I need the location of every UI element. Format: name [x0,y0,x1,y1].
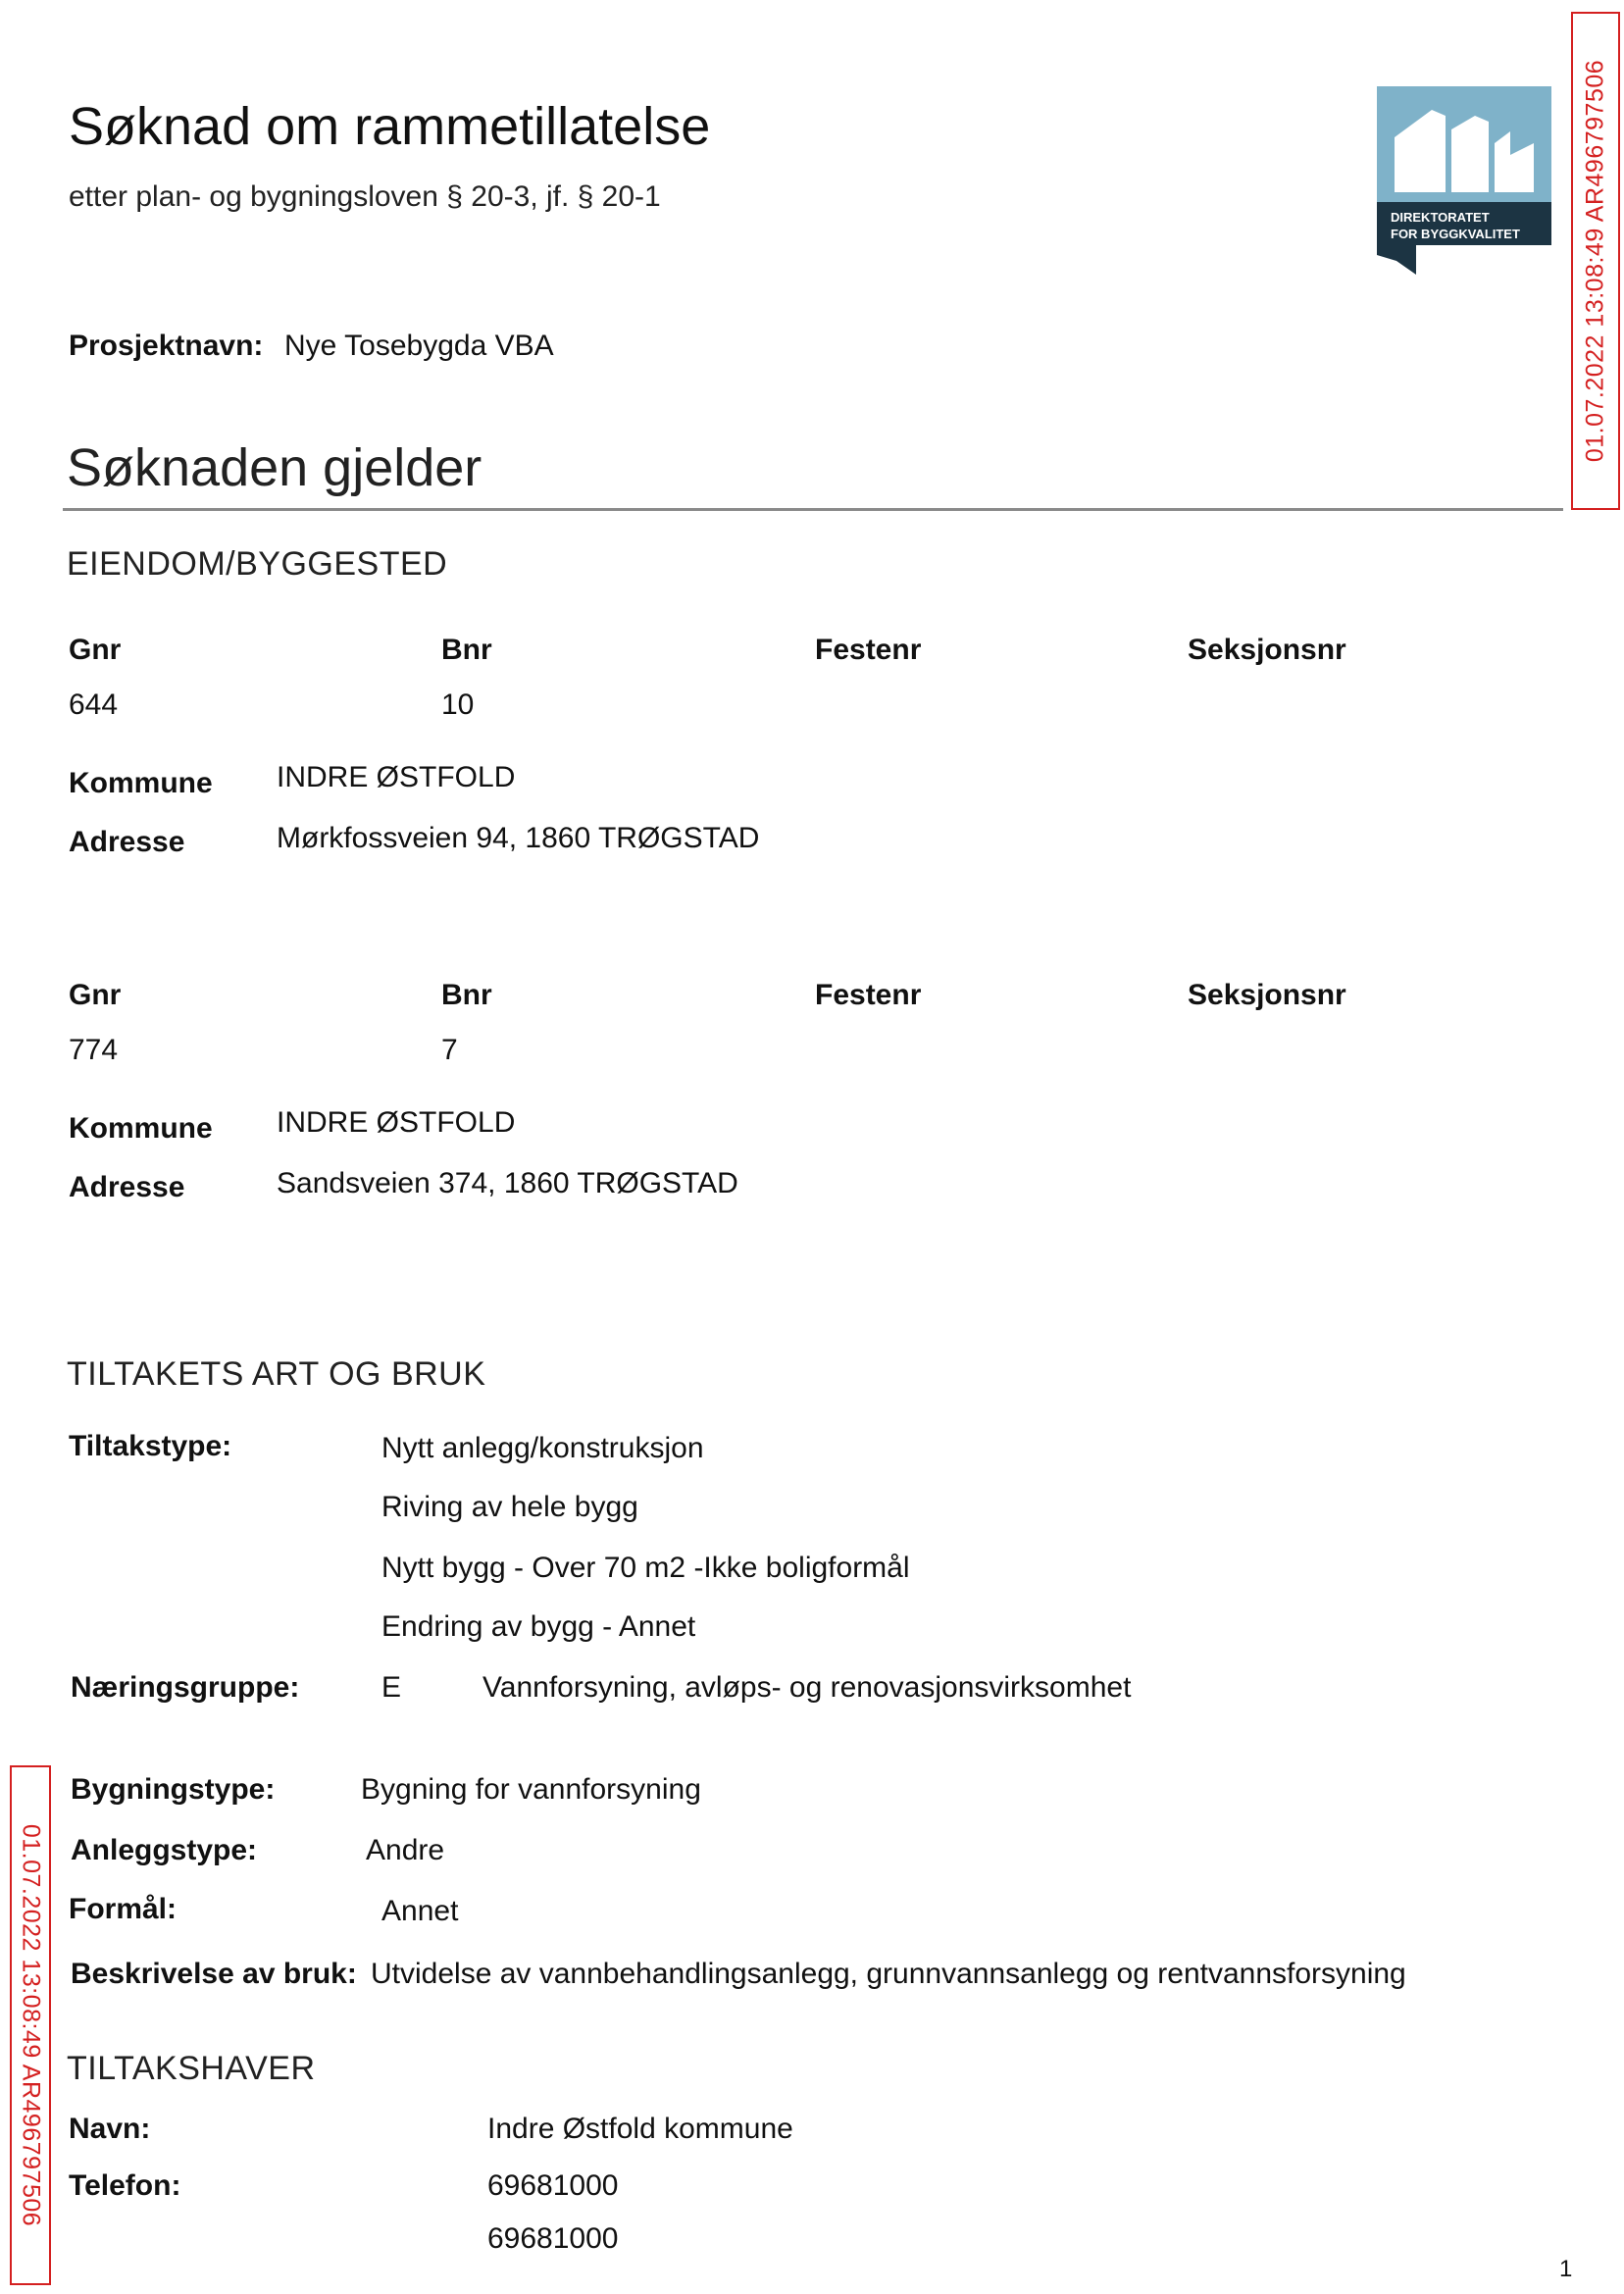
col-seksjonsnr: Seksjonsnr [1188,634,1346,666]
col-gnr: Gnr [69,634,122,666]
bnr-value: 7 [441,1034,458,1066]
col-festenr: Festenr [815,634,922,666]
timestamp-stamp-bottom [10,1765,51,2285]
tiltakshaver-heading: TILTAKSHAVER [67,2050,316,2087]
col-bnr: Bnr [441,979,492,1011]
gnr-value: 774 [69,1034,119,1066]
bygningstype-value: Bygning for vannforsyning [361,1773,701,1806]
dibk-logo [1377,86,1551,275]
adresse-value: Sandsveien 374, 1860 TRØGSTAD [277,1167,738,1199]
stamp-text: 01.07.2022 13:08:49 AR496797506 [1581,59,1609,463]
col-bnr: Bnr [441,634,492,666]
adresse-value: Mørkfossveien 94, 1860 TRØGSTAD [277,822,760,854]
section-title: Søknaden gjelder [67,438,482,497]
navn-value: Indre Østfold kommune [487,2113,793,2145]
stamp-text: 01.07.2022 13:08:49 AR496797506 [17,1823,45,2227]
col-gnr: Gnr [69,979,122,1011]
document-title: Søknad om rammetillatelse [69,97,711,156]
project-label: Prosjektnavn: [69,330,264,362]
naeringsgruppe-text: Vannforsyning, avløps- og renovasjonsvirksomhet [482,1671,1132,1704]
naeringsgruppe-code: E [381,1671,402,1704]
project-name: Nye Tosebygda VBA [284,330,554,362]
tiltakstype-item: Riving av hele bygg [381,1491,638,1523]
timestamp-stamp-top [1571,12,1620,510]
bygningstype-label: Bygningstype: [71,1773,276,1806]
formal-value: Annet [381,1895,459,1927]
section-divider [63,508,1563,511]
anleggstype-value: Andre [366,1834,445,1866]
page-number: 1 [1559,2256,1573,2282]
tiltakstype-label: Tiltakstype: [69,1430,232,1462]
kommune-value: INDRE ØSTFOLD [277,1106,516,1139]
kommune-label: Kommune [69,767,213,799]
kommune-label: Kommune [69,1112,213,1145]
tiltakstype-item: Nytt anlegg/konstruksjon [381,1432,704,1464]
tiltakstype-item: Nytt bygg - Over 70 m2 -Ikke boligformål [381,1552,910,1584]
tiltak-heading: TILTAKETS ART OG BRUK [67,1355,486,1393]
tiltakstype-item: Endring av bygg - Annet [381,1610,696,1643]
anleggstype-label: Anleggstype: [71,1834,258,1866]
adresse-label: Adresse [69,826,185,858]
document-subtitle: etter plan- og bygningsloven § 20-3, jf. § 20-1 [69,180,661,213]
navn-label: Navn: [69,2113,151,2145]
property-heading: EIENDOM/BYGGESTED [67,545,448,583]
col-festenr: Festenr [815,979,922,1011]
telefon-value: 69681000 [487,2169,619,2202]
beskrivelse-value: Utvidelse av vannbehandlingsanlegg, grunnvannsanlegg og rentvannsforsyning [371,1958,1406,1990]
col-seksjonsnr: Seksjonsnr [1188,979,1346,1011]
naeringsgruppe-label: Næringsgruppe: [71,1671,300,1704]
telefon-value-2: 69681000 [487,2222,619,2255]
logo-text-line2: FOR BYGGKVALITET [1391,227,1520,241]
beskrivelse-label: Beskrivelse av bruk: [71,1958,357,1990]
adresse-label: Adresse [69,1171,185,1203]
kommune-value: INDRE ØSTFOLD [277,761,516,793]
gnr-value: 644 [69,688,119,721]
logo-text-line1: DIREKTORATET [1391,210,1490,225]
bnr-value: 10 [441,688,475,721]
formal-label: Formål: [69,1893,178,1925]
telefon-label: Telefon: [69,2169,181,2202]
